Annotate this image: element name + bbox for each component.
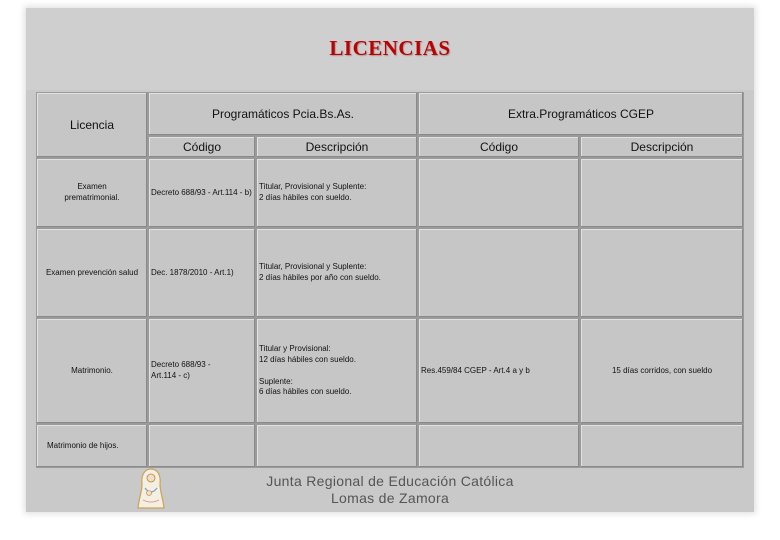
- footer-line-1: Junta Regional de Educación Católica: [266, 473, 514, 489]
- header-licencia-label: Licencia: [69, 117, 115, 132]
- header-codigo-extra: [418, 136, 580, 158]
- table-row-4-licencia: [36, 424, 148, 468]
- header-extra: [418, 92, 744, 136]
- table-row-1-codigo: [148, 158, 256, 228]
- table-row-3-codigo: [148, 318, 256, 424]
- table-row-2-codigo-extra: [418, 228, 580, 318]
- header-descripcion-prog: [256, 136, 418, 158]
- row-1-codigo-text: Decreto 688/93 - Art.114 - b): [151, 187, 252, 197]
- row-3-descripcion-line-3: Suplente:: [259, 376, 293, 386]
- table-row-4-codigo: [148, 424, 256, 468]
- row-3-descripcion-line-4: 6 días hábiles con sueldo.: [259, 387, 352, 397]
- row-1-licencia-text: Examen prematrimonial.: [64, 182, 120, 202]
- table-row-2-descripcion: [256, 228, 418, 318]
- table-row-4-descripcion: [256, 424, 418, 468]
- table-row-1-descripcion-extra: [580, 158, 744, 228]
- footer-line-2: Lomas de Zamora: [330, 490, 450, 506]
- header-descripcion-prog-label: Descripción: [305, 139, 369, 154]
- row-3-descripcion-line-1: Titular y Provisional:: [259, 343, 331, 353]
- row-3-descripcion-line-2: 12 días hábiles con sueldo.: [259, 354, 356, 364]
- table-row-3-descripcion: [256, 318, 418, 424]
- row-2-licencia-text: Examen prevención salud: [45, 267, 139, 277]
- row-3-codigo-text: Decreto 688/93 - Art.114 - c): [151, 360, 211, 380]
- slide: [26, 8, 754, 512]
- header-descripcion-extra: [580, 136, 744, 158]
- row-3-licencia-text: Matrimonio.: [71, 365, 113, 375]
- table-row-3-licencia: [36, 318, 148, 424]
- header-extra-label: Extra.Programáticos CGEP: [507, 106, 655, 121]
- table-row-4-descripcion-extra: [580, 424, 744, 468]
- row-3-codigo-extra-text: Res.459/84 CGEP - Art.4 a y b: [421, 365, 530, 375]
- row-2-descripcion-line-2: 2 días hábiles por año con sueldo.: [259, 273, 381, 282]
- row-1-descripcion-line-2: 2 días hábiles con sueldo.: [259, 193, 352, 202]
- header-codigo-prog-label: Código: [182, 139, 222, 154]
- table-row-3-descripcion-extra: [580, 318, 744, 424]
- row-1-descripcion-line-1: Titular, Provisional y Suplente:: [259, 182, 367, 192]
- row-2-descripcion-line-1: Titular, Provisional y Suplente:: [259, 262, 367, 272]
- table-row-2-codigo: [148, 228, 256, 318]
- table-row-2-descripcion-extra: [580, 228, 744, 318]
- header-codigo-prog: [148, 136, 256, 158]
- table-row-1-descripcion: [256, 158, 418, 228]
- header-descripcion-extra-label: Descripción: [630, 139, 694, 154]
- row-2-codigo-text: Dec. 1878/2010 - Art.1): [151, 267, 234, 277]
- table-row-1-licencia: [36, 158, 148, 228]
- page-title: LICENCIAS: [329, 36, 451, 60]
- table-row-2-licencia: [36, 228, 148, 318]
- header-programaticos-label: Programáticos Pcia.Bs.As.: [211, 106, 355, 121]
- row-4-licencia-text: Matrimonio de hijos.: [47, 440, 119, 450]
- table-row-4-codigo-extra: [418, 424, 580, 468]
- table-row-3-codigo-extra: [418, 318, 580, 424]
- table-row-1-codigo-extra: [418, 158, 580, 228]
- licencias-table: [36, 92, 744, 468]
- row-3-descripcion-extra-text: 15 días corridos, con sueldo: [611, 365, 713, 375]
- header-codigo-extra-label: Código: [479, 139, 519, 154]
- header-licencia: [36, 92, 148, 158]
- row-3-spacer: [259, 366, 356, 377]
- header-programaticos: [148, 92, 418, 136]
